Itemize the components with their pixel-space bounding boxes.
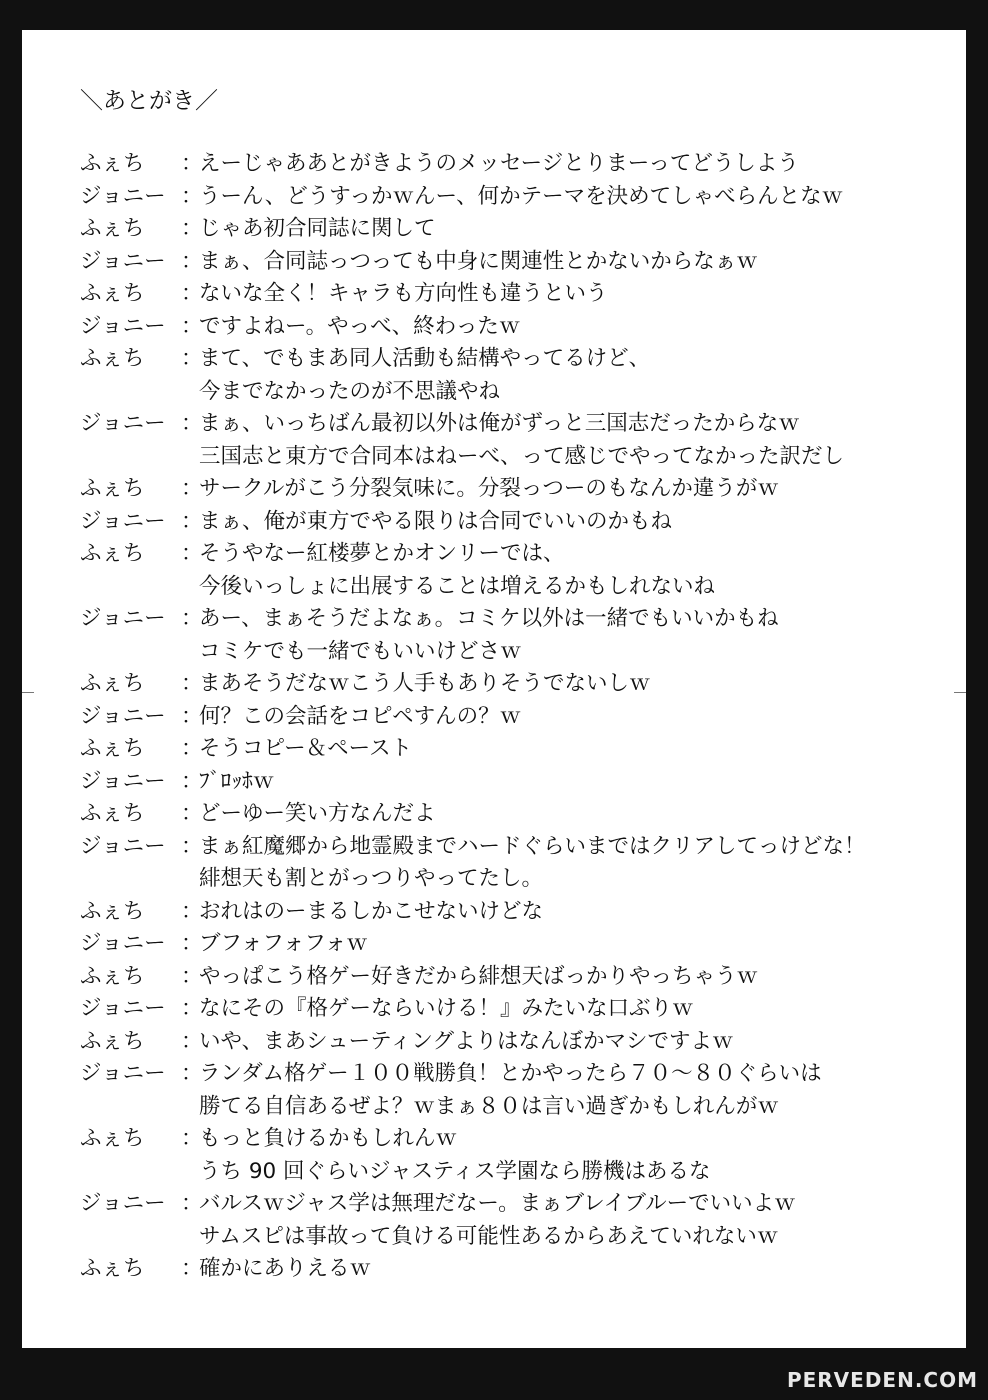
speaker-name: ジョニー [80,833,166,859]
dialogue-text: そうコピー＆ペースト [199,736,413,761]
dialogue-line [80,278,950,311]
speaker-separator: ： [181,151,203,176]
dialogue-continuation-line [80,863,950,896]
speaker-separator: ： [181,931,203,956]
dialogue-line [80,181,950,214]
dialogue-line [80,473,950,506]
speaker-name: ふぇち [80,476,145,501]
dialogue-line [80,961,950,994]
speaker-separator: ： [181,183,203,209]
speaker-name: ジョニー [80,931,166,956]
speaker-separator: ： [181,963,203,989]
speaker-separator: ： [181,801,203,826]
speaker-separator: ： [181,1191,203,1216]
dialogue-text: ランダム格ゲー１００戦勝負！とかやったら７０〜８０ぐらいは [199,1061,822,1086]
dialogue-line [80,1058,950,1091]
dialogue-text: まぁ紅魔郷から地霊殿までハードぐらいまではクリアしてっけどな！ [199,833,866,859]
speaker-separator: ： [181,216,203,241]
speaker-name: ジョニー [80,703,166,729]
dialogue-continuation-line [80,636,950,669]
speaker-name: ジョニー [80,768,166,794]
dialogue-text: まて、でもまあ同人活動も結構やってるけど、 [199,346,651,371]
dialogue-line [80,408,950,441]
speaker-separator: ： [181,1256,203,1281]
speaker-separator: ： [181,248,203,274]
speaker-separator: ： [181,476,203,501]
dialogue-text: 今後いっしょに出展することは増えるかもしれないね [199,573,716,599]
speaker-separator: ： [181,606,203,631]
dialogue-line [80,246,950,279]
speaker-separator: ： [181,898,203,924]
dialogue-line [80,831,950,864]
dialogue-line [80,311,950,344]
dialogue-text: もっと負けるかもしれんｗ [199,1126,458,1151]
dialogue-line [80,1188,950,1221]
dialogue-text: えーじゃああとがきようのメッセージとりまーってどうしよう [199,151,799,176]
speaker-name: ふぇち [80,346,145,371]
speaker-name: ジョニー [80,183,166,209]
speaker-name: ジョニー [80,411,166,436]
speaker-separator: ： [181,541,203,566]
dialogue-text: 何？この会話をコピペすんの？ｗ [199,703,522,729]
speaker-separator: ： [181,313,203,339]
speaker-separator: ： [181,671,203,696]
dialogue-text: ないな全く！キャラも方向性も違うという [199,281,608,306]
dialogue-continuation-line [80,376,950,409]
watermark-text: PERVEDEN.COM [786,1368,978,1392]
speaker-name: ふぇち [80,671,145,696]
speaker-separator: ： [181,703,203,729]
dialogue-text: いや、まあシューティングよりはなんぼかマシですよｗ [199,1028,734,1054]
speaker-separator: ： [181,1126,203,1151]
dialogue-text: コミケでも一緒でもいいけどさｗ [199,638,522,664]
speaker-name: ふぇち [80,963,145,989]
dialogue-line [80,538,950,571]
speaker-name: ふぇち [80,736,145,761]
dialogue-text: 勝てる自信あるぜよ？ｗまぁ８０は言い過ぎかもしれんがｗ [199,1093,779,1119]
dialogue-text: ﾌﾞﾛｯﾎｗ [199,768,275,794]
dialogue-line [80,766,950,799]
dialogue-text: まあそうだなｗこう人手もありそうでないしｗ [199,671,651,696]
speaker-separator: ： [181,768,203,794]
speaker-name: ふぇち [80,541,145,566]
dialogue-text: サークルがこう分裂気味に。分裂っつーのもなんか違うがｗ [199,476,779,501]
dialogue-text: まぁ、合同誌っつっても中身に関連性とかないからなぁｗ [199,248,758,274]
dialogue-text: やっぱこう格ゲー好きだから緋想天ばっかりやっちゃうｗ [199,963,759,989]
dialogue-text: うち 90 回ぐらいジャスティス学園なら勝機はあるな [199,1158,711,1184]
dialogue-line [80,701,950,734]
dialogue-line [80,506,950,539]
dialogue-text: 緋想天も割とがっつりやってたし。 [199,866,544,891]
crop-mark-left [22,692,34,693]
speaker-separator: ： [181,996,203,1021]
speaker-name: ジョニー [80,313,166,339]
dialogue-text: 三国志と東方で合同本はねーべ、って感じでやってなかった訳だし [199,443,845,469]
speaker-separator: ： [181,508,203,534]
speaker-name: ジョニー [80,248,166,274]
dialogue-line [80,668,950,701]
crop-mark-right [954,692,966,693]
dialogue-line [80,213,950,246]
dialogue-continuation-line [80,441,950,474]
dialogue-line [80,1253,950,1286]
dialogue-line [80,896,950,929]
dialogue-block [80,148,950,1286]
speaker-separator: ： [181,1061,203,1086]
dialogue-text: バルスｗジャス学は無理だなー。まぁブレイブルーでいいよｗ [199,1191,796,1216]
dialogue-line [80,928,950,961]
dialogue-line [80,343,950,376]
document-page [22,30,966,1348]
dialogue-text: どーゆー笑い方なんだよ [199,801,436,826]
dialogue-line [80,1026,950,1059]
speaker-separator: ： [181,833,203,859]
speaker-name: ふぇち [80,1028,145,1054]
speaker-separator: ： [181,346,203,371]
dialogue-text: 今までなかったのが不思議やね [199,378,501,404]
dialogue-text: ですよねー。やっべ、終わったｗ [199,313,521,339]
dialogue-continuation-line [80,1156,950,1189]
speaker-name: ジョニー [80,1061,166,1086]
dialogue-text: まぁ、いっちばん最初以外は俺がずっと三国志だったからなｗ [199,411,800,436]
dialogue-text: ブフォフォフォｗ [199,931,368,956]
speaker-separator: ： [181,1028,203,1054]
dialogue-text: まぁ、俺が東方でやる限りは合同でいいのかもね [199,508,673,534]
dialogue-line [80,148,950,181]
dialogue-text: じゃあ初合同誌に関して [199,216,436,241]
speaker-name: ジョニー [80,508,166,534]
speaker-separator: ： [181,411,203,436]
speaker-name: ふぇち [80,281,145,306]
speaker-name: ふぇち [80,1126,145,1151]
speaker-name: ふぇち [80,898,145,924]
dialogue-text: あー、まぁそうだよなぁ。コミケ以外は一緒でもいいかもね [199,606,779,631]
dialogue-line [80,798,950,831]
dialogue-text: なにその『格ゲーならいける！』みたいな口ぶりｗ [199,996,694,1021]
speaker-name: ふぇち [80,151,145,176]
speaker-name: ジョニー [80,996,166,1021]
dialogue-line [80,733,950,766]
dialogue-text: 確かにありえるｗ [199,1256,372,1281]
dialogue-text: おれはのーまるしかこせないけどな [199,898,544,924]
speaker-name: ふぇち [80,1256,145,1281]
dialogue-continuation-line [80,1091,950,1124]
dialogue-text: うーん、どうすっかｗんー、何かテーマを決めてしゃべらんとなｗ [199,183,844,209]
dialogue-text: サムスピは事故って負ける可能性あるからあえていれないｗ [199,1223,779,1249]
speaker-name: ふぇち [80,216,145,241]
dialogue-line [80,993,950,1026]
dialogue-continuation-line [80,571,950,604]
dialogue-continuation-line [80,1221,950,1254]
speaker-name: ジョニー [80,606,166,631]
speaker-name: ジョニー [80,1191,166,1216]
dialogue-text: そうやなー紅楼夢とかオンリーでは、 [199,541,565,566]
page-heading: ＼あとがき／ [80,88,218,114]
speaker-separator: ： [181,736,203,761]
speaker-separator: ： [181,281,203,306]
dialogue-line [80,1123,950,1156]
dialogue-line [80,603,950,636]
speaker-name: ふぇち [80,801,145,826]
